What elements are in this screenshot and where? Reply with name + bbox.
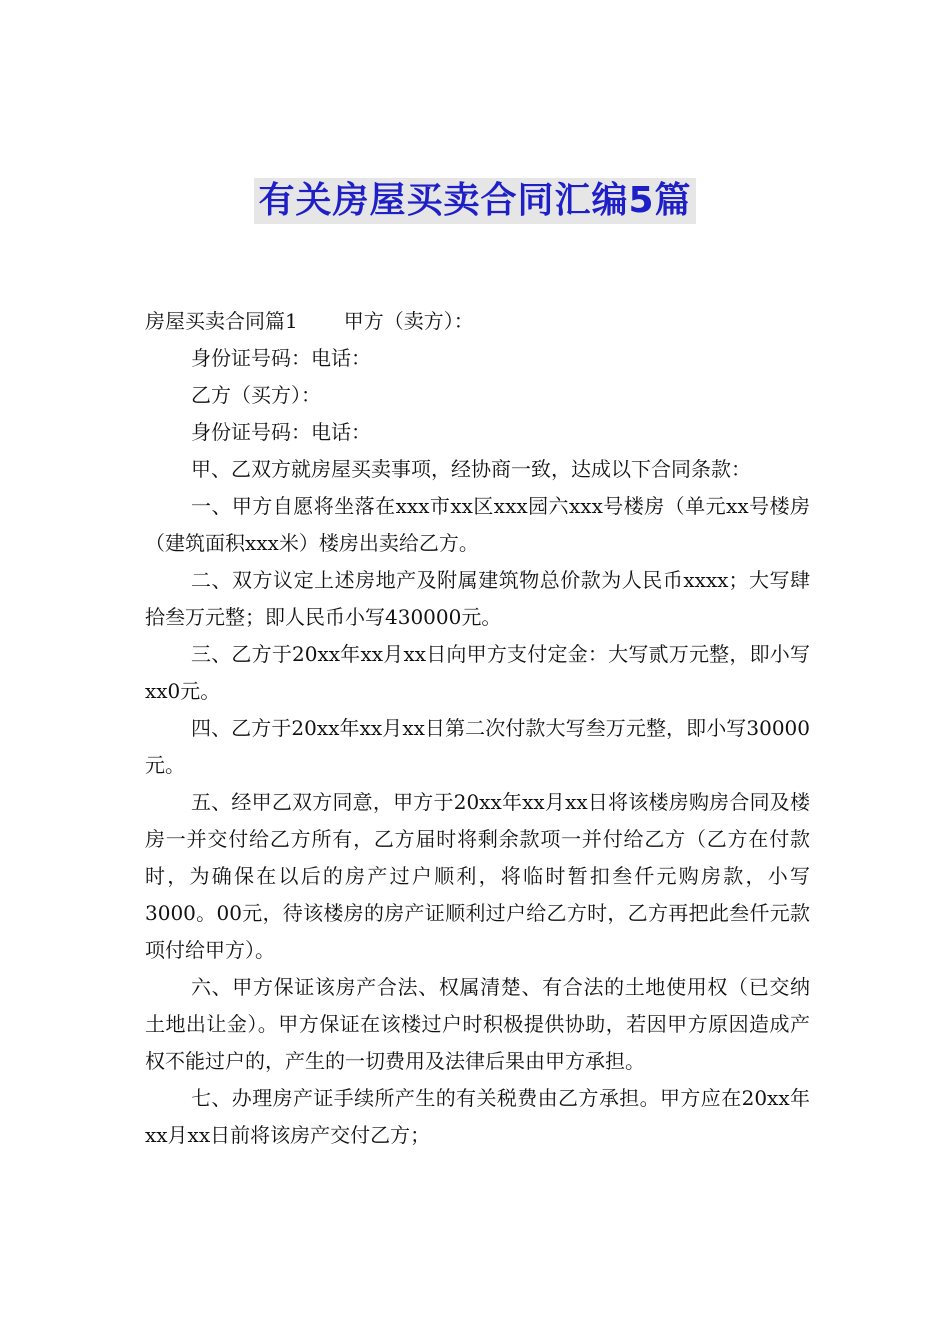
document-title: 有关房屋买卖合同汇编5篇 bbox=[254, 178, 695, 224]
paragraph-id-phone-a: 身份证号码：电话： bbox=[191, 346, 371, 370]
paragraph-clause-5: 五、经甲乙双方同意，甲方于20xx年xx月xx日将该楼房购房合同及楼房一并交付给乙方所有，乙方届时将剩余款项一并付给乙方（乙方在付款时，为确保在以后的房产过户顺利，将临时暂扣叁仟元购房款，小写3000。00元，待该楼房的房产证顺利过户给乙方时，乙方再把此叁仟元款项付给甲方）。 bbox=[145, 790, 810, 962]
title-container bbox=[0, 178, 950, 224]
paragraph-id-phone-b: 身份证号码：电话： bbox=[191, 420, 371, 444]
paragraph-party-b: 乙方（买方）： bbox=[191, 383, 321, 407]
contract-heading: 房屋买卖合同篇1 bbox=[145, 309, 298, 333]
contract-body bbox=[145, 303, 810, 1154]
paragraph-clause-6: 六、甲方保证该房产合法、权属清楚、有合法的土地使用权（已交纳土地出让金）。甲方保证在该楼过户时积极提供协助，若因甲方原因造成产权不能过户的，产生的一切费用及法律后果由甲方承担。 bbox=[145, 975, 810, 1073]
party-a-label: 甲方（卖方）： bbox=[343, 309, 474, 333]
paragraph-clause-1: 一、甲方自愿将坐落在xxx市xx区xxx园六xxx号楼房（单元xx号楼房（建筑面积xxx米）楼房出卖给乙方。 bbox=[145, 494, 810, 555]
first-line bbox=[145, 303, 810, 340]
paragraph-clause-4: 四、乙方于20xx年xx月xx日第二次付款大写叁万元整，即小写30000元。 bbox=[145, 716, 810, 777]
paragraph-clause-7: 七、办理房产证手续所产生的有关税费由乙方承担。甲方应在20xx年xx月xx日前将该房产交付乙方； bbox=[145, 1086, 810, 1147]
paragraph-clause-2: 二、双方议定上述房地产及附属建筑物总价款为人民币xxxx；大写肆拾叁万元整；即人民币小写430000元。 bbox=[145, 568, 810, 629]
paragraph-intro: 甲、乙双方就房屋买卖事项，经协商一致，达成以下合同条款： bbox=[191, 457, 751, 481]
paragraph-clause-3: 三、乙方于20xx年xx月xx日向甲方支付定金：大写贰万元整，即小写xx0元。 bbox=[145, 642, 810, 703]
